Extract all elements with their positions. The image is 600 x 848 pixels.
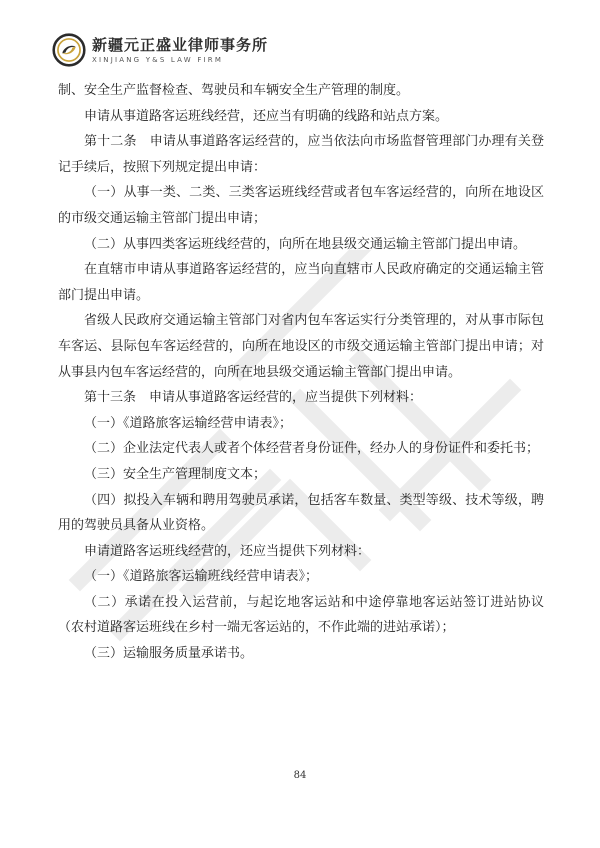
paragraph: 在直辖市申请从事道路客运经营的，应当向直辖市人民政府确定的交通运输主管部门提出申请。: [58, 262, 544, 303]
list-item: （三）安全生产管理制度文本；: [84, 466, 267, 482]
article-12: 第十二条 申请从事道路客运经营的，应当依法向市场监督管理部门办理有关登记手续后，按照下列规定提出申请：: [58, 134, 544, 175]
firm-logo-icon: [52, 33, 86, 67]
list-item: （一）从事一类、二类、三类客运班线经营或者包车客运经营的，向所在地设区的市级交通运输主管部门提出申请；: [58, 185, 544, 226]
page-header: [52, 32, 268, 68]
list-item: （三）运输服务质量承诺书。: [84, 646, 254, 662]
paragraph: 申请从事道路客运班线经营，还应当有明确的线路和站点方案。: [84, 108, 449, 124]
list-item: （一）《道路旅客运输经营申请表》；: [84, 415, 293, 431]
list-item: （二）承诺在投入运营前，与起讫地客运站和中途停靠地客运站签订进站协议（农村道路客运班线在乡村一端无客运站的，不作此端的进站承诺）；: [58, 594, 544, 636]
paragraph: 制、安全生产监督检查、驾驶员和车辆安全生产管理的制度。: [58, 83, 410, 98]
list-item: （一）《道路旅客运输班线经营申请表》；: [84, 569, 319, 585]
paragraph: 申请道路客运班线经营的，还应当提供下列材料：: [84, 543, 371, 559]
document-body: [58, 78, 544, 667]
firm-name: [92, 36, 268, 65]
paragraph: 省级人民政府交通运输主管部门对省内包车客运实行分类管理的，对从事市际包车客运、县际包车客运经营的，向所在地设区的市级交通运输主管部门提出申请；对从事县内包车客运经营的，向所在地县级交通运输主管部门提出申请。: [58, 313, 544, 380]
article-13: 第十三条 申请从事道路客运经营的，应当提供下列材料：: [84, 390, 423, 406]
firm-name-en: XINJIANG Y&S LAW FIRM: [92, 55, 224, 64]
page-number: 84: [293, 770, 307, 781]
list-item: （二）企业法定代表人或者个体经营者身份证件，经办人的身份证件和委托书；: [84, 441, 540, 457]
list-item: （四）拟投入车辆和聘用驾驶员承诺，包括客车数量、类型等级、技术等级，聘用的驾驶员具备从业资格。: [58, 492, 544, 534]
firm-name-cn: 新疆元正盛业律师事务所: [92, 35, 269, 54]
list-item: （二）从事四类客运班线经营的，向所在地县级交通运输主管部门提出申请。: [84, 236, 527, 252]
